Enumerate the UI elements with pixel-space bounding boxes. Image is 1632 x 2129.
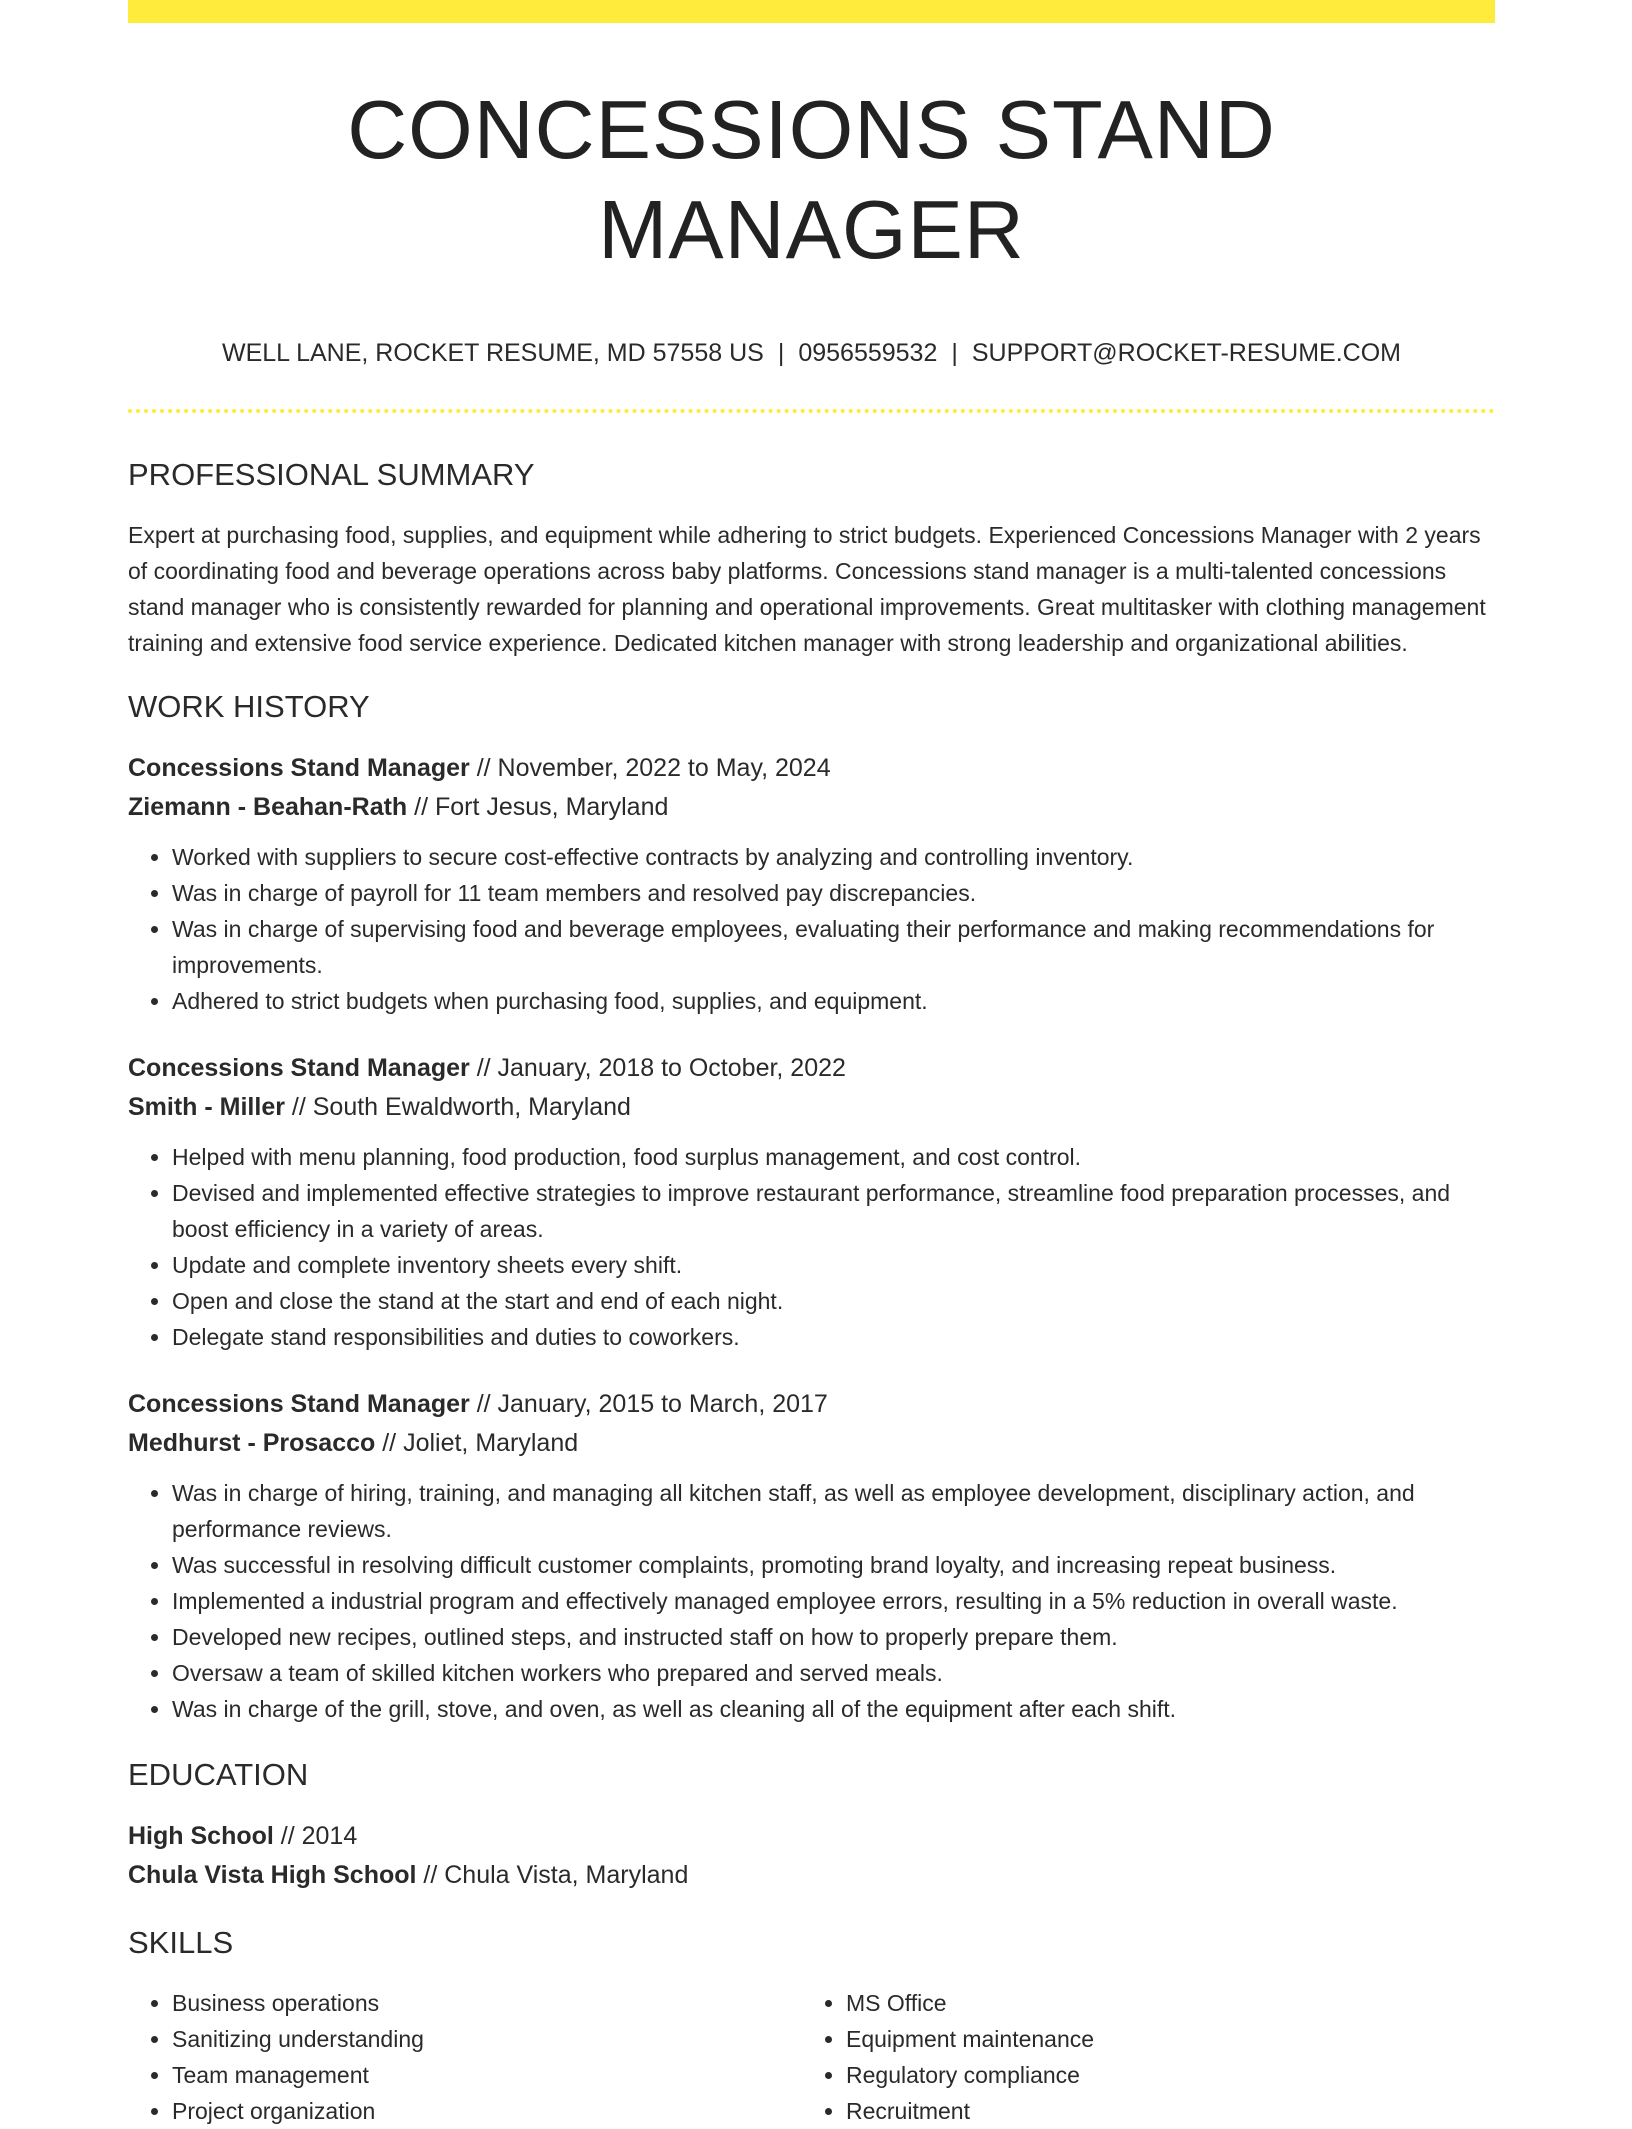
education-year: // 2014 [273, 1822, 358, 1850]
list-item: • Helped with menu planning, food production, food surplus management, and cost control. [172, 1139, 1495, 1175]
job-entry [128, 1049, 1495, 1355]
dotted-divider [128, 409, 1495, 413]
skills-list [128, 1985, 1495, 2129]
job-dates: // November, 2022 to May, 2024 [469, 754, 831, 782]
list-item: • Was in charge of supervising food and beverage employees, evaluating their performance and making recommendations for improvements. [172, 911, 1495, 983]
list-item: • Was in charge of payroll for 11 team members and resolved pay discrepancies. [172, 875, 1495, 911]
contact-email: SUPPORT@ROCKET-RESUME.COM [971, 339, 1402, 367]
list-item: • Oversaw a team of skilled kitchen workers who prepared and served meals. [172, 1655, 1495, 1691]
skill-item: • Equipment maintenance [846, 2021, 1476, 2057]
education-school: Chula Vista High School [128, 1861, 417, 1889]
job-title-line [128, 1049, 1495, 1088]
skill-item: • Team management [172, 2057, 802, 2093]
education-heading: EDUCATION [128, 1757, 309, 1792]
list-item: • Was in charge of hiring, training, and managing all kitchen staff, as well as employee development, disciplinary action, and performance reviews. [172, 1475, 1495, 1547]
contact-separator: | [777, 339, 785, 367]
job-company: Medhurst - Prosacco [128, 1429, 376, 1457]
contact-phone: 0956559532 [798, 339, 938, 367]
list-item: • Devised and implemented effective strategies to improve restaurant performance, streamline food preparation processes, and boost efficiency in a variety of areas. [172, 1175, 1495, 1247]
resume-name: CONCESSIONS STAND MANAGER [347, 83, 1276, 276]
job-role: Concessions Stand Manager [128, 1054, 470, 1082]
job-title-line [128, 749, 1495, 788]
job-location: // South Ewaldworth, Maryland [284, 1093, 631, 1121]
skills-heading: SKILLS [128, 1925, 234, 1960]
job-company-line [128, 1424, 1495, 1463]
education-location: // Chula Vista, Maryland [416, 1861, 689, 1889]
job-location: // Fort Jesus, Maryland [407, 793, 669, 821]
summary-text: Expert at purchasing food, supplies, and equipment while adhering to strict budgets. Experienced Concessions Manager with 2 years of coordinating food and beverage operations across baby platforms. Concessions stand manager is a multi-talented concessions stand manager who is consistently rewarded for planning and operational improvements. Great multitasker with clothing management training and extensive food service experience. Dedicated kitchen manager with strong leadership and organizational abilities. [128, 522, 1486, 656]
job-company: Ziemann - Beahan-Rath [128, 793, 408, 821]
skill-item: • Business operations [172, 1985, 802, 2021]
list-item: • Worked with suppliers to secure cost-effective contracts by analyzing and controlling inventory. [172, 839, 1495, 875]
job-title-line [128, 1385, 1495, 1424]
skill-item: • Project organization [172, 2093, 802, 2129]
list-item: • Developed new recipes, outlined steps, and instructed staff on how to properly prepare them. [172, 1619, 1495, 1655]
list-item: • Was successful in resolving difficult customer complaints, promoting brand loyalty, and increasing repeat business. [172, 1547, 1495, 1583]
education-degree-line [128, 1817, 1495, 1856]
skills-column-right [802, 1985, 1476, 2129]
contact-address: WELL LANE, ROCKET RESUME, MD 57558 US [221, 339, 764, 367]
job-role: Concessions Stand Manager [128, 754, 470, 782]
skills-column-left [128, 1985, 802, 2129]
list-item: • Was in charge of the grill, stove, and oven, as well as cleaning all of the equipment after each shift. [172, 1691, 1495, 1727]
education-school-line [128, 1856, 1495, 1895]
education-entry [128, 1817, 1495, 1895]
skill-item: • Sanitizing understanding [172, 2021, 802, 2057]
skill-item: • Recruitment [846, 2093, 1476, 2129]
job-role: Concessions Stand Manager [128, 1390, 470, 1418]
job-bullets [128, 1139, 1495, 1355]
skill-item: • MS Office [846, 1985, 1476, 2021]
job-bullets [128, 839, 1495, 1019]
job-bullets [128, 1475, 1495, 1727]
summary-heading: PROFESSIONAL SUMMARY [128, 457, 535, 492]
list-item: • Adhered to strict budgets when purchasing food, supplies, and equipment. [172, 983, 1495, 1019]
resume-content [128, 0, 1495, 2129]
work-history-heading: WORK HISTORY [128, 689, 370, 724]
list-item: • Update and complete inventory sheets every shift. [172, 1247, 1495, 1283]
job-dates: // January, 2015 to March, 2017 [469, 1390, 828, 1418]
list-item: • Implemented a industrial program and effectively managed employee errors, resulting in a 5% reduction in overall waste. [172, 1583, 1495, 1619]
job-entry [128, 749, 1495, 1019]
list-item: • Open and close the stand at the start and end of each night. [172, 1283, 1495, 1319]
skill-item: • Regulatory compliance [846, 2057, 1476, 2093]
contact-separator: | [951, 339, 958, 367]
contact-line [128, 336, 1495, 370]
job-entry [128, 1385, 1495, 1727]
job-dates: // January, 2018 to October, 2022 [469, 1054, 846, 1082]
job-company-line [128, 788, 1495, 827]
list-item: • Delegate stand responsibilities and duties to coworkers. [172, 1319, 1495, 1355]
job-company: Smith - Miller [128, 1093, 285, 1121]
job-location: // Joliet, Maryland [375, 1429, 579, 1457]
education-degree: High School [128, 1822, 274, 1850]
job-company-line [128, 1088, 1495, 1127]
